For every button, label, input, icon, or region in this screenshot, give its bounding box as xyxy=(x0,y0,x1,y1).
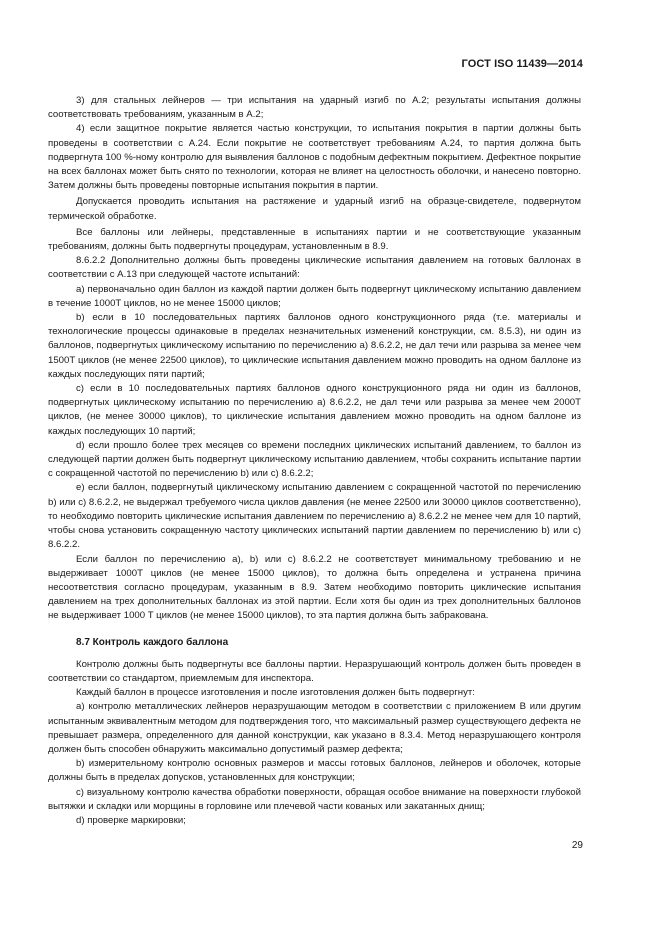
list-item: b) если в 10 последовательных партиях баллонов одного конструкционного ряда (т.е. материалы и технологические процессы одинаковые в пределах незначительных изменений конструкции, см. 8.5.3), ни один из баллонов, подвергнутых циклическому испытанию по перечислению a) 8.6.2.2, не дал течи или разрыва за менее чем 1500T циклов (не менее 22500 циклов), то циклические испытания давлением можно проводить на одном баллоне из каждых последующих пяти партий; xyxy=(48,312,581,380)
paragraph: Допускается проводить испытания на растяжение и ударный изгиб на образце-свидетеле, подвернутом термической обработке. xyxy=(48,196,581,222)
list-item: b) измерительному контролю основных размеров и массы готовых баллонов, лейнеров и оболочек, которые должны быть в пределах допусков, установленных для конструкции; xyxy=(48,758,581,784)
list-item: c) визуальному контролю качества обработки поверхности, обращая особое внимание на поверхности глубокой вытяжки и складки или морщины в горловине или плечевой части кованых или закатанных днищ; xyxy=(48,786,581,812)
list-item: d) если прошло более трех месяцев со времени последних циклических испытаний давлением, то баллон из следующей партии должен быть подвергнут циклическому испытанию давлением, чтобы сохранить испытание партии с сокращенной частотой по перечислению b) или c) 8.6.2.2; xyxy=(48,439,581,480)
list-item: a) контролю металлических лейнеров неразрушающим методом в соответствии с приложением B или другим испытанным эквивалентным методом для подтверждения того, что максимальный размер существующего дефекта не превышает размера, определенного для данной конструкции, как указано в 8.3.4. Метод неразрушающего контроля должен быть способен обнаружить максимально допустимый размер дефекта; xyxy=(48,701,581,755)
paragraph: Если баллон по перечислению a), b) или c) 8.6.2.2 не соответствует минимальному требованию и не выдерживает 1000T циклов (не менее 15000 циклов), то должна быть определена и устранена причина несоответствия согласно процедурам, указанным в 8.9. Затем необходимо повторить циклические испытания давлением на трех дополнительных баллонах из этой партии. Если хотя бы один из трех дополнительных баллонов не выдерживает 1000 T циклов (не менее 15000 циклов), то эта партия должна быть забракована. xyxy=(48,553,581,622)
paragraph: 3) для стальных лейнеров — три испытания на ударный изгиб по А.2; результаты испытания должны соответствовать требованиям, указанным в А.2; xyxy=(48,95,581,121)
list-item: e) если баллон, подвергнутый циклическому испытанию давлением с сокращенной частотой по перечислению b) или c) 8.6.2.2, не выдержал требуемого числа циклов давления (не менее 22500 или 30000 циклов соответственно), то необходимо повторить циклические испытания давлением по перечислению a) 8.6.2.2 не менее чем для 10 партий, чтобы снова установить сокращенную частоту циклических испытаний партии давлением по перечислению b) или c) 8.6.2.2. xyxy=(48,482,581,551)
page-number: 29 xyxy=(571,840,583,851)
list-item: c) если в 10 последовательных партиях баллонов одного конструкционного ряда ни один из баллонов, подвергнутых циклическому испытанию по перечислению a) 8.6.2.2, не дал течи или разрыва за менее чем 2000T циклов, (не менее 30000 циклов), то циклические испытания давлением можно проводить на одном баллоне из каждых последующих 10 партий; xyxy=(48,383,581,437)
paragraph: Каждый баллон в процессе изготовления и после изготовления должен быть подвергнут: xyxy=(76,687,475,699)
paragraph: Все баллоны или лейнеры, представленные в испытаниях партии и не соответствующие указанным требованиям, должны быть подвергнуты процедурам, установленным в 8.9. xyxy=(48,226,581,253)
paragraph: 8.6.2.2 Дополнительно должны быть проведены циклические испытания давлением на готовых баллонах в соответствии с А.13 при следующей частоте испытаний: xyxy=(48,255,581,281)
section-heading: 8.7 Контроль каждого баллона xyxy=(76,636,229,648)
list-item: d) проверке маркировки; xyxy=(76,814,186,826)
paragraph: Контролю должны быть подвергнуты все баллоны партии. Неразрушающий контроль должен быть проведен в соответствии со стандартом, приемлемым для инспектора. xyxy=(48,658,581,684)
paragraph: 4) если защитное покрытие является частью конструкции, то испытания покрытия в партии должны быть проведены в соответствии с А.24. Если покрытие не соответствует требованиям А.24, то партия должна быть подвергнута 100 %-ному контролю для выявления баллонов с подобным дефектным покрытием. Дефектное покрытие на всех баллонах может быть снято по технологии, которая не влияет на целостность оболочки, и нанесено повторно. Затем должны быть проведены повторные испытания покрытия в партии. xyxy=(48,123,581,192)
page-body xyxy=(48,94,581,828)
list-item: a) первоначально один баллон из каждой партии должен быть подвергнут циклическому испытанию давлением в течение 1000T циклов, но не менее 15000 циклов; xyxy=(48,283,581,309)
document-header: ГОСТ ISO 11439—2014 xyxy=(461,58,583,70)
